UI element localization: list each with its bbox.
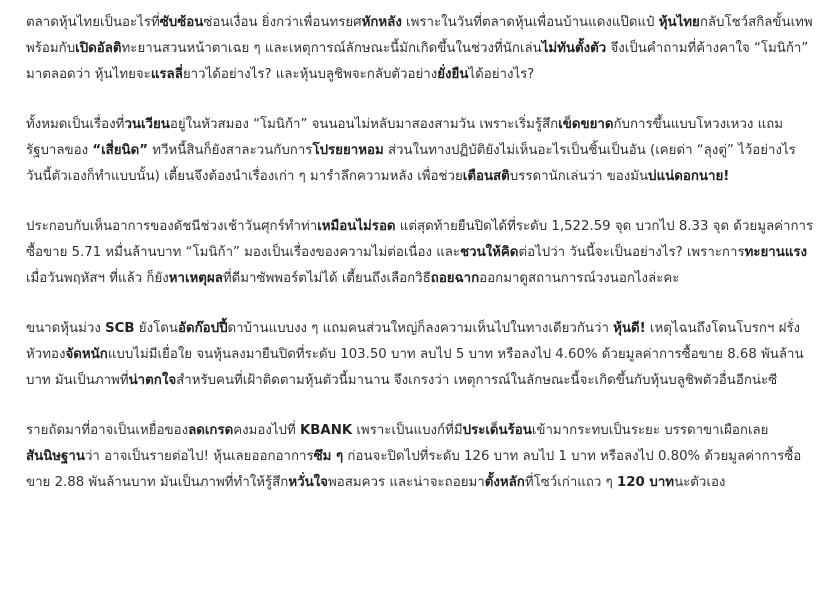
- body-text: ต่อไปว่า วันนี้จะเป็นอย่างไร? เพราะการ: [518, 245, 745, 260]
- body-text: คงมองไปที่: [233, 423, 300, 438]
- body-text: รายถัดมาที่อาจเป็นเหยื่อของ: [26, 423, 189, 438]
- paragraph-index: [26, 214, 816, 292]
- body-text: เพราะในวันที่ตลาดหุ้นเพื่อนบ้านแดงแป๊ดแป๋: [401, 15, 659, 30]
- body-text: ออกมาดูสถานการณ์วงนอกไงล่ะคะ: [479, 271, 680, 286]
- emphasis-text: เปิดอัลติ: [75, 41, 122, 56]
- paragraph-worry: [26, 112, 816, 190]
- body-text: ซ่อนเงื่อน ยิ่งกว่าเพื่อนทรยศ: [203, 15, 362, 30]
- body-text: ทะยานสวนหน้าตาเฉย ๆ และเหตุการณ์ลักษณะนี้มักเกิดขึ้นในช่วงที่นักเล่น: [121, 41, 542, 56]
- body-text: ทวีหนี้สินก็ยังสาละวนกับการ: [148, 143, 313, 158]
- body-text: ส่วนในทางปฏิบัติยังไม่เห็นอะไรเป็นชิ้นเป็นอัน (เคยด่า “ลุงตู่” ไว้อย่างไร วันนี้ตัวเองก็ทำแบบนั้น) เตี้ยนจึงต้องนำเรื่องเก่า ๆ มารำลึกความหลัง เพื่อช่วย: [26, 143, 796, 184]
- body-text: ที่ดีมาซัพพอร์ตไม่ได้ เตี้ยนถึงเลือกวิธี: [222, 271, 431, 286]
- body-text: ยาวได้อย่างไร? และหุ้นบลูชิพจะกลับตัวอย่าง: [182, 67, 438, 82]
- emphasis-text: บ่แน่ดอกนาย!: [648, 169, 730, 184]
- emphasis-text: ถอยฉาก: [430, 271, 480, 286]
- article-body: [26, 10, 816, 520]
- emphasis-text: KBANK: [299, 423, 353, 438]
- body-text: เมื่อวันพฤหัสฯ ที่แล้ว ก็ยัง: [26, 271, 169, 286]
- body-text: นะตัวเอง: [674, 475, 726, 490]
- paragraph-scb: [26, 316, 816, 394]
- emphasis-text: ซึม ๆ: [313, 449, 344, 464]
- emphasis-text: ชวนให้คิด: [460, 245, 519, 260]
- body-text: ที่โซว์เก่าแถว ๆ: [524, 475, 617, 490]
- emphasis-text: ลดเกรด: [188, 423, 234, 438]
- body-text: ตลาดหุ้นไทยเป็นอะไรที่: [26, 15, 160, 30]
- body-text: กลับโชว์สกิลขั้นเทพ พร้อมกับ: [26, 15, 813, 56]
- paragraph-kbank: [26, 418, 816, 496]
- body-text: ประกอบกับเห็นอาการของดัชนีช่วงเช้าวันศุกร์ทำท่า: [26, 219, 318, 234]
- emphasis-text: เข็ดขยาด: [558, 117, 614, 132]
- body-text: ก่อนจะปิดไปที่ระดับ 126 บาท ลบไป 1 บาท หรือลงไป 0.80% ด้วยมูลค่าการซื้อขาย 2.88 พันล้านบาท มันเป็นภาพที่ทำให้รู้สึก: [26, 449, 802, 490]
- emphasis-text: “เสี่ยนิด”: [92, 143, 148, 158]
- emphasis-text: ซับซ้อน: [159, 15, 204, 30]
- body-text: ดาบ้านแบบงง ๆ แถมคนส่วนใหญ่ก็ลงความเห็นไปในทางเดียวกันว่า: [227, 321, 614, 336]
- body-text: แบบไม่มีเยื่อใย จนหุ้นลงมายืนปิดที่ระดับ 103.50 บาท ลบไป 5 บาท หรือลงไป 4.60% ด้วยมูลค่าการซื้อขาย 8.68 พันล้านบาท มันเป็นภาพที่: [26, 347, 804, 388]
- body-text: เหตุไฉนถึงโดนโบรกฯ ฝรั่งหัวทอง: [26, 321, 801, 362]
- emphasis-text: เหมือนไม่รอด: [317, 219, 396, 234]
- emphasis-text: หุ้นดี!: [613, 321, 646, 336]
- body-text: บรรดานักเล่นว่า ของมัน: [509, 169, 649, 184]
- emphasis-text: ไม่ทันตั้งตัว: [541, 41, 607, 56]
- emphasis-text: หวั่นใจ: [288, 475, 328, 490]
- body-text: ได้อย่างไร?: [468, 67, 535, 82]
- body-text: ขนาดหุ้นม่วง: [26, 321, 106, 336]
- emphasis-text: หักหลัง: [361, 15, 402, 30]
- emphasis-text: น่าตกใจ: [128, 373, 177, 388]
- emphasis-text: สันนิษฐาน: [26, 449, 85, 464]
- body-text: ทั้งหมดเป็นเรื่องที่: [26, 117, 125, 132]
- body-text: ว่า อาจเป็นรายต่อไป! หุ้นเลยออกอาการ: [84, 449, 314, 464]
- emphasis-text: โปรยยาหอม: [312, 143, 384, 158]
- emphasis-text: หุ้นไทย: [658, 15, 700, 30]
- emphasis-text: SCB: [105, 321, 135, 336]
- body-text: อยู่ในหัวสมอง “โมนิก้า” จนนอนไม่หลับมาสองสามวัน เพราะเริ่มรู้สึก: [169, 117, 559, 132]
- body-text: พอสมควร และน่าจะถอยมา: [327, 475, 485, 490]
- body-text: กับการขึ้นแบบโหวงเหวง แถมรัฐบาลของ: [26, 117, 784, 158]
- emphasis-text: หาเหตุผล: [168, 271, 223, 286]
- emphasis-text: แรลลี่: [150, 67, 183, 82]
- emphasis-text: 120 บาท: [617, 475, 675, 490]
- emphasis-text: ทะยานแรง: [744, 245, 808, 260]
- body-text: แต่สุดท้ายยืนปิดได้ที่ระดับ 1,522.59 จุด บวกไป 8.33 จุด ด้วยมูลค่าการซื้อขาย 5.71 หมื่นล้านบาท “โมนิก้า” มองเป็นเรื่องของความไม่ต่อเนื่อง และ: [26, 219, 814, 260]
- body-text: เพราะเป็นแบงก์ที่มี: [352, 423, 463, 438]
- body-text: จึงเป็นคำถามที่ค้างคาใจ “โมนิก้า” มาตลอดว่า หุ้นไทยจะ: [26, 41, 809, 82]
- body-text: สำหรับคนที่เฝ้าติดตามหุ้นตัวนี้มานาน จึงเกรงว่า เหตุการณ์ในลักษณะนี้จะเกิดขึ้นกับหุ้นบลูชิพตัวอื่นอีกน่ะซี: [176, 373, 778, 388]
- emphasis-text: ตั้งหลัก: [484, 475, 525, 490]
- emphasis-text: ยั่งยืน: [437, 67, 469, 82]
- emphasis-text: เตือนสติ: [462, 169, 510, 184]
- paragraph-intro: [26, 10, 816, 88]
- emphasis-text: อัดก๊อปปี้: [177, 321, 228, 336]
- emphasis-text: ประเด็นร้อน: [462, 423, 532, 438]
- body-text: ยังโดน: [134, 321, 178, 336]
- emphasis-text: วนเวียน: [124, 117, 170, 132]
- body-text: เข้ามากระทบเป็นระยะ บรรดาขาเผือกเลย: [531, 423, 769, 438]
- emphasis-text: จัดหนัก: [65, 347, 108, 362]
